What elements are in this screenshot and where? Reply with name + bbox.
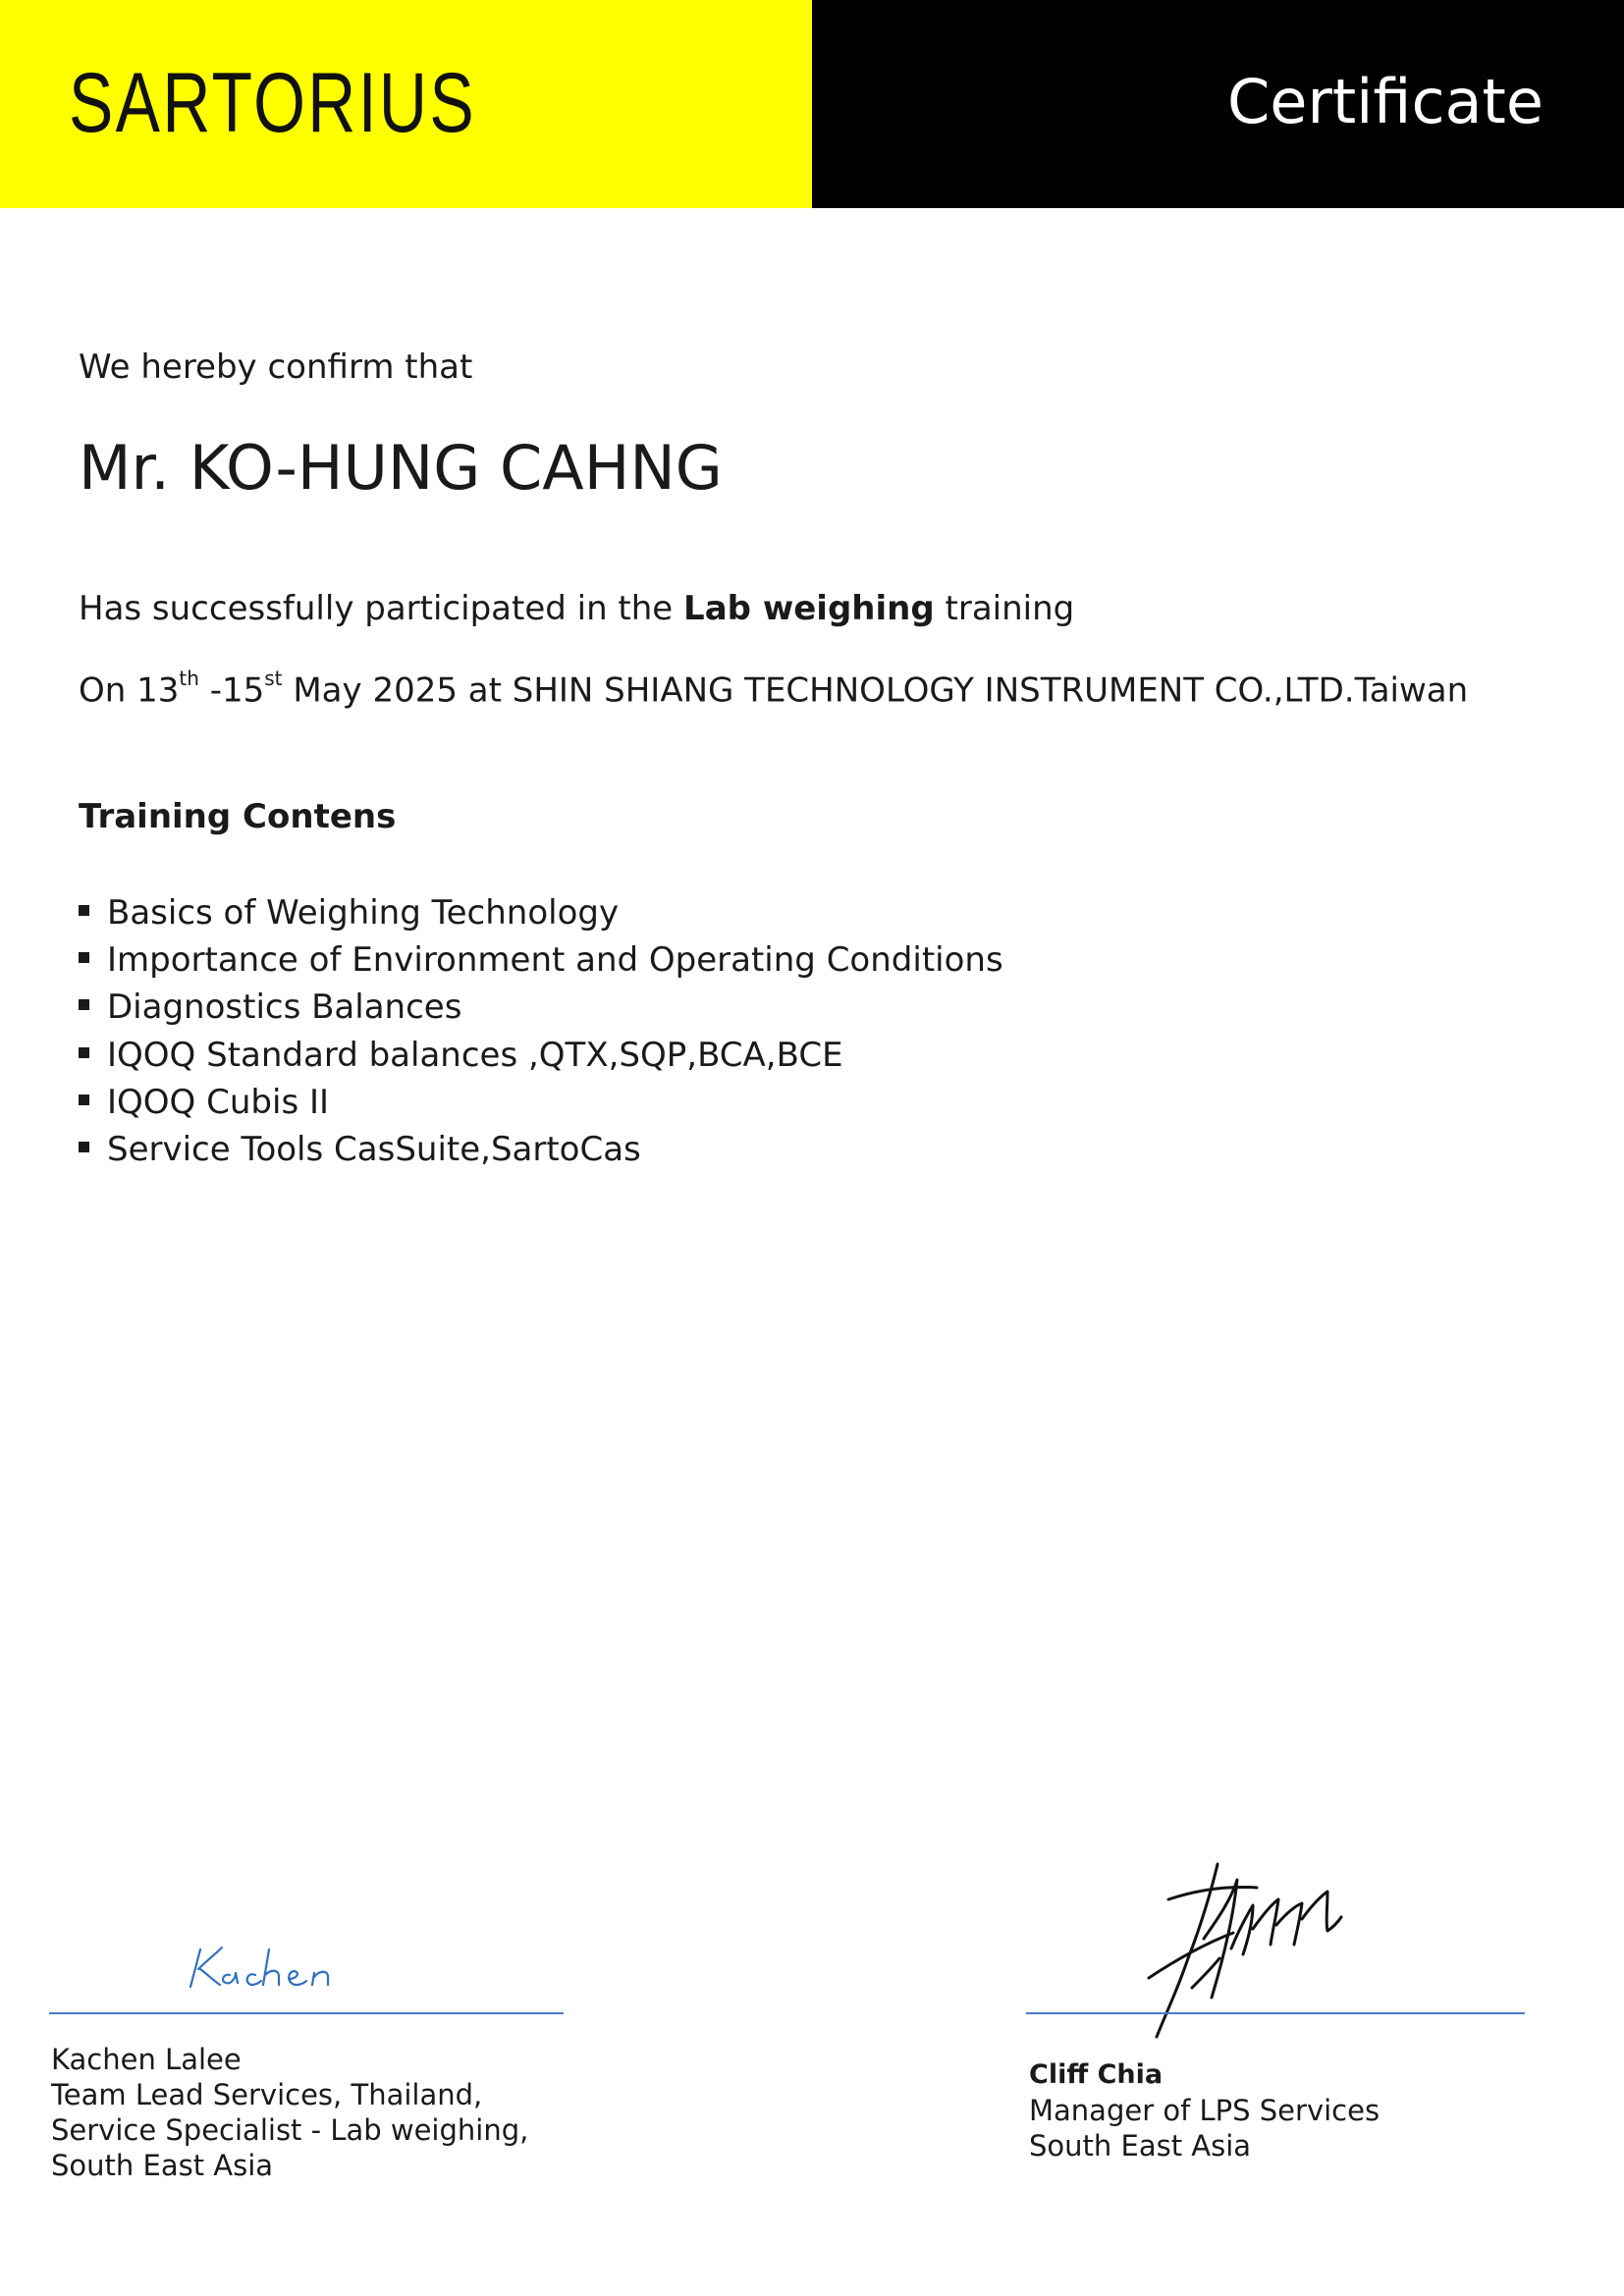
left-signer-role: Team Lead Services, Thailand, bbox=[51, 2078, 483, 2111]
list-item-text: Service Tools CasSuite,SartoCas bbox=[107, 1129, 641, 1169]
right-signature-line bbox=[1026, 2012, 1525, 2014]
list-item bbox=[79, 984, 1003, 1031]
training-contents-list bbox=[79, 889, 1003, 1173]
date-end: -15 bbox=[198, 670, 265, 711]
list-item bbox=[79, 1079, 1003, 1126]
list-item-text: IQOQ Standard balances ,QTX,SQP,BCA,BCE bbox=[107, 1035, 843, 1075]
right-handwritten-signature bbox=[1110, 1860, 1384, 2047]
bullet-icon bbox=[79, 905, 89, 916]
list-item-text: IQOQ Cubis II bbox=[107, 1082, 330, 1122]
list-item bbox=[79, 936, 1003, 984]
logo-text: SARTORIUS bbox=[69, 56, 476, 150]
training-name: Lab weighing bbox=[683, 589, 935, 628]
participation-text-pre: Has successfully participated in the bbox=[79, 589, 684, 628]
right-signer-region: South East Asia bbox=[1029, 2129, 1252, 2163]
left-signer-block bbox=[51, 2042, 528, 2183]
recipient-name: Mr. KO-HUNG CAHNG bbox=[79, 432, 723, 504]
training-contents-heading: Training Contens bbox=[79, 797, 397, 836]
list-item bbox=[79, 889, 1003, 936]
right-signer-role: Manager of LPS Services bbox=[1029, 2094, 1380, 2127]
date-location-line bbox=[79, 667, 1469, 711]
left-signer-region: South East Asia bbox=[51, 2149, 274, 2182]
confirmation-intro: We hereby confirm that bbox=[79, 347, 473, 387]
list-item bbox=[79, 1126, 1003, 1173]
bullet-icon bbox=[79, 952, 89, 963]
bullet-icon bbox=[79, 1095, 89, 1105]
bullet-icon bbox=[79, 1142, 89, 1152]
left-signature-line bbox=[49, 2012, 564, 2014]
sartorius-logo bbox=[69, 56, 476, 150]
left-signer-name: Kachen Lalee bbox=[51, 2043, 242, 2076]
bullet-icon bbox=[79, 999, 89, 1010]
left-handwritten-signature bbox=[187, 1940, 363, 1999]
date-end-suffix: st bbox=[264, 667, 283, 690]
list-item-text: Importance of Environment and Operating Conditions bbox=[107, 940, 1003, 981]
list-item-text: Basics of Weighing Technology bbox=[107, 893, 620, 933]
certificate-title: Certificate bbox=[1226, 66, 1543, 137]
bullet-icon bbox=[79, 1047, 89, 1058]
list-item bbox=[79, 1032, 1003, 1079]
list-item-text: Diagnostics Balances bbox=[107, 988, 462, 1028]
participation-text-post: training bbox=[934, 589, 1075, 628]
date-start-suffix: th bbox=[179, 667, 199, 690]
date-location-text: May 2025 at SHIN SHIANG TECHNOLOGY INSTRUMENT CO.,LTD.Taiwan bbox=[282, 670, 1469, 711]
right-signer-name: Cliff Chia bbox=[1029, 2059, 1164, 2090]
participation-statement bbox=[79, 589, 1074, 628]
left-signer-role-2: Service Specialist - Lab weighing, bbox=[51, 2113, 529, 2147]
date-start: On 13 bbox=[79, 670, 180, 711]
right-signer-block bbox=[1029, 2057, 1380, 2163]
